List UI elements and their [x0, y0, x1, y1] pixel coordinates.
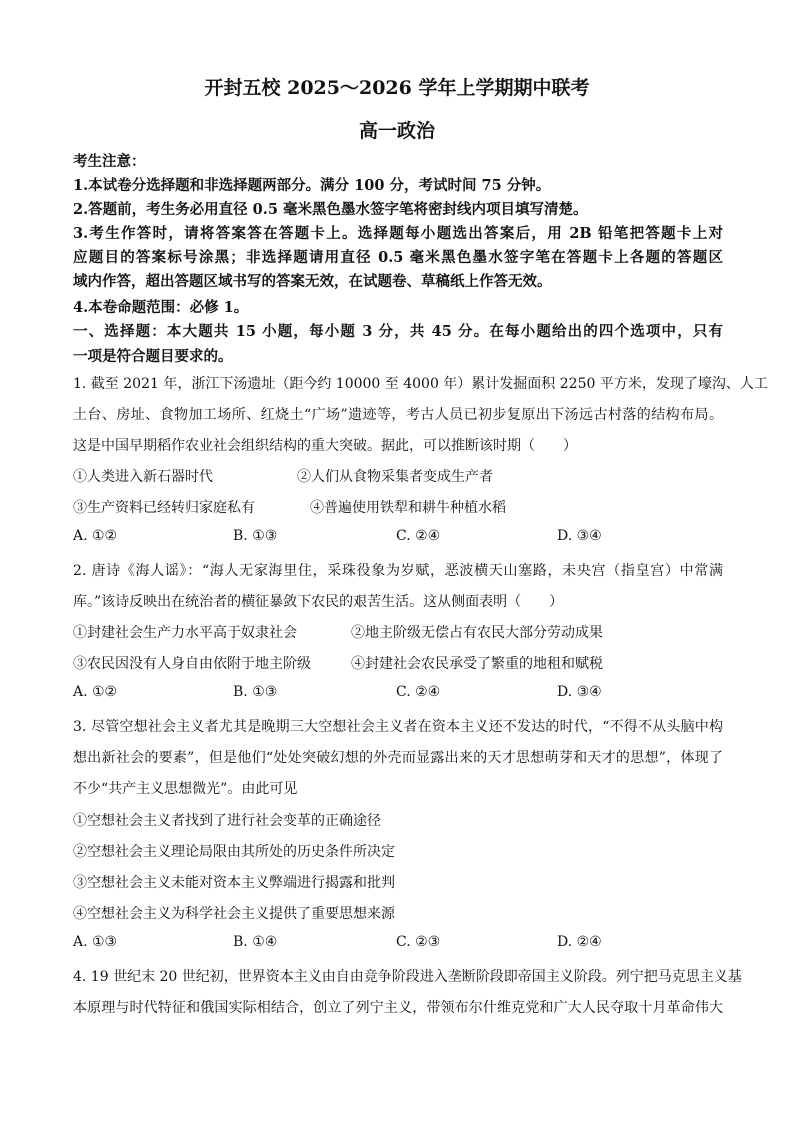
notice-item: 域内作答，超出答题区域书写的答案无效，在试题卷、草稿纸上作答无效。 — [73, 273, 552, 290]
choice-b: B. ①③ — [233, 528, 278, 544]
section-heading: 一、选择题：本大题共 15 小题，每小题 3 分，共 45 分。在每小题给出的四个选项中，只有 — [73, 323, 723, 340]
choice-c: C. ②③ — [396, 934, 441, 950]
choice-d: D. ③④ — [557, 684, 602, 700]
section-heading-cont: 一项是符合题目要求的。 — [73, 348, 233, 365]
exam-subject: 高一政治 — [358, 120, 435, 142]
question-2-text: 库。”该诗反映出在统治者的横征暴敛下农民的艰苦生活。这从侧面表明（ ） — [73, 594, 564, 610]
statement-3: ③空想社会主义未能对资本主义弊端进行揭露和批判 — [73, 875, 395, 891]
notice-item: 应题目的答案标号涂黑；非选择题请用直径 0.5 毫米黑色墨水签字笔在答题卡上各题的答题区 — [73, 249, 723, 266]
statement-1: ①人类进入新石器时代 — [73, 469, 213, 485]
notice-item: 2.答题前，考生务必用直径 0.5 毫米黑色墨水签字笔将密封线内项目填写清楚。 — [73, 201, 588, 218]
question-3-text: 不少“共产主义思想微光”。由此可见 — [73, 781, 298, 797]
statement-1: ①空想社会主义者找到了进行社会变革的正确途径 — [73, 813, 381, 829]
statement-3: ③生产资料已经转归家庭私有 — [73, 500, 255, 516]
choice-d: D. ②④ — [557, 934, 602, 950]
question-4-text: 本原理与时代特征和俄国实际相结合，创立了列宁主义，带领布尔什维克党和广大人民夺取十月革命伟大 — [73, 1000, 723, 1016]
question-3-text: 想出新社会的要素”，但是他们“处处突破幻想的外壳而显露出来的天才思想萌芽和天才的思想”，体现了 — [73, 750, 723, 766]
notice-item: 4.本卷命题范围：必修 1。 — [73, 299, 249, 316]
question-4-text: 4. 19 世纪末 20 世纪初，世界资本主义由自由竞争阶段进入垄断阶段即帝国主义阶段。列宁把马克思主义基 — [73, 969, 742, 985]
statement-2: ②空想社会主义理论局限由其所处的历史条件所决定 — [73, 844, 395, 860]
exam-title: 开封五校 2025～2026 学年上学期期中联考 — [204, 77, 590, 99]
notice-heading: 考生注意： — [73, 153, 146, 170]
statement-4: ④普遍使用铁犁和耕牛种植水稻 — [310, 500, 506, 516]
choice-b: B. ①④ — [233, 934, 278, 950]
notice-item: 3.考生作答时，请将答案答在答题卡上。选择题每小题选出答案后，用 2B 铅笔把答题卡上对 — [73, 225, 723, 242]
choice-a: A. ①② — [73, 684, 118, 700]
choice-c: C. ②④ — [396, 684, 441, 700]
choice-d: D. ③④ — [557, 528, 602, 544]
choice-c: C. ②④ — [396, 528, 441, 544]
question-3-text: 3. 尽管空想社会主义者尤其是晚期三大空想社会主义者在资本主义还不发达的时代，“不得不从头脑中构 — [73, 719, 723, 735]
notice-item: 1.本试卷分选择题和非选择题两部分。满分 100 分，考试时间 75 分钟。 — [73, 177, 551, 194]
statement-2: ②人们从食物采集者变成生产者 — [297, 469, 493, 485]
statement-2: ②地主阶级无偿占有农民大部分劳动成果 — [351, 625, 603, 641]
statement-4: ④空想社会主义为科学社会主义提供了重要思想来源 — [73, 906, 395, 922]
question-2-text: 2. 唐诗《海人谣》：“海人无家海里住，采珠役象为岁赋，恶波横天山塞路，未央宫（指皇宫）中常满 — [73, 563, 723, 579]
choice-b: B. ①③ — [233, 684, 278, 700]
choice-a: A. ①② — [73, 528, 118, 544]
question-1-text: 1. 截至 2021 年，浙江下汤遗址（距今约 10000 至 4000 年）累计发掘面积 2250 平方米，发现了壕沟、人工 — [73, 376, 768, 392]
question-1-text: 这是中国早期稻作农业社会组织结构的重大突破。据此，可以推断该时期（ ） — [73, 438, 577, 454]
statement-1: ①封建社会生产力水平高于奴隶社会 — [73, 625, 297, 641]
question-1-text: 土台、房址、食物加工场所、红烧土“广场”遗迹等，考古人员已初步复原出下汤远古村落的结构布局。 — [73, 407, 723, 423]
choice-a: A. ①③ — [73, 934, 118, 950]
statement-4: ④封建社会农民承受了繁重的地租和赋税 — [351, 656, 603, 672]
statement-3: ③农民因没有人身自由依附于地主阶级 — [73, 656, 311, 672]
